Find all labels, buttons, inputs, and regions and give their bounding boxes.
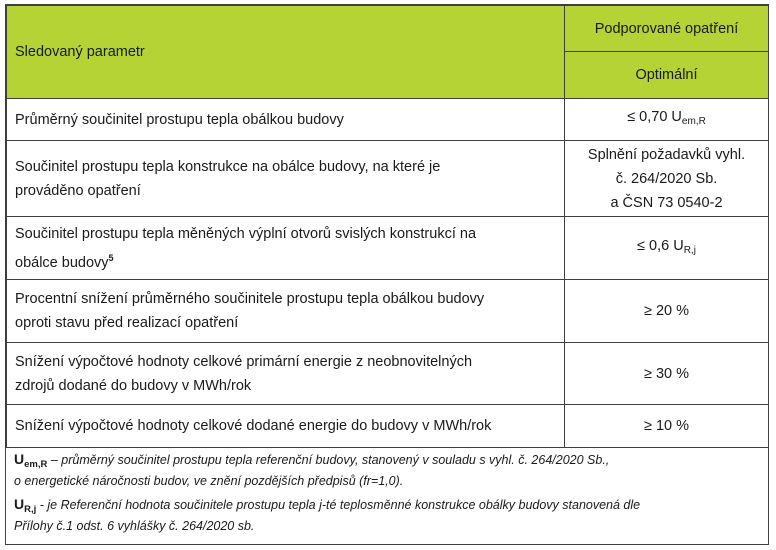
footnote-marker: 5 — [108, 252, 114, 263]
table-row — [7, 343, 769, 405]
value-subscript: R,j — [683, 244, 696, 256]
param-text: Snížení výpočtové hodnoty celkové dodané energie do budovy v MWh/rok — [15, 418, 492, 434]
value-line: Splnění požadavků vyhl. — [587, 146, 746, 163]
value-cell — [565, 141, 769, 217]
header-row-1 — [7, 6, 769, 52]
param-cell — [7, 141, 565, 217]
value-cell — [565, 217, 769, 280]
note-text: - je Referenční hodnota součinitele prostupu tepla j-té teplosměnné konstrukce obálky budovy stanovená dle — [36, 498, 641, 512]
value-text: ≤ 0,6 U — [637, 237, 684, 254]
note-uemr — [14, 451, 760, 490]
value-line: a ČSN 73 0540-2 — [610, 194, 723, 211]
notes-section — [6, 447, 768, 544]
table-row — [7, 99, 769, 141]
table-row — [7, 405, 769, 448]
param-line: Součinitel prostupu tepla měněných výplní otvorů svislých konstrukcí na — [15, 225, 477, 242]
param-line: Snížení výpočtové hodnoty celkové primární energie z neobnovitelných — [15, 353, 473, 370]
value-cell: ≥ 10 % — [565, 405, 769, 448]
note-symbol — [14, 451, 48, 470]
measure-column-header: Podporované opatření — [565, 6, 769, 52]
value-cell — [565, 99, 769, 141]
param-column-header: Sledovaný parametr — [7, 6, 565, 99]
param-text: Průměrný součinitel prostupu tepla obálkou budovy — [15, 111, 344, 128]
note-text: – průměrný součinitel prostupu tepla referenční budovy, stanovený v souladu s vyhl. č. 264/2020 Sb., — [47, 453, 610, 467]
param-cell — [7, 405, 565, 448]
param-line: oproti stavu před realizací opatření — [15, 315, 239, 331]
param-line: zdrojů dodané do budovy v MWh/rok — [15, 377, 252, 394]
param-cell — [7, 217, 565, 280]
note-text: Přílohy č.1 odst. 6 vyhlášky č. 264/2020 sb. — [14, 519, 255, 533]
value-cell: ≥ 20 % — [565, 280, 769, 343]
level-column-header: Optimální — [565, 52, 769, 99]
note-urj — [14, 496, 760, 535]
requirements-table-frame — [5, 4, 769, 545]
note-symbol-letter: U — [14, 496, 25, 512]
note-symbol-letter: U — [14, 451, 25, 467]
note-symbol-subscript: R,j — [24, 504, 37, 515]
note-text: o energetické náročnosti budov, ve znění pozdějších předpisů (fr=1,0). — [14, 474, 404, 488]
value-subscript: em,R — [681, 116, 706, 127]
param-line: obálce budovy — [15, 254, 109, 271]
param-cell — [7, 280, 565, 343]
table-row — [7, 141, 769, 217]
param-line: prováděno opatření — [15, 182, 141, 199]
note-symbol — [14, 496, 37, 515]
table-row — [7, 280, 769, 343]
param-line: Součinitel prostupu tepla konstrukce na obálce budovy, na které je — [15, 158, 441, 175]
value-cell: ≥ 30 % — [565, 343, 769, 405]
table-row — [7, 217, 769, 280]
param-cell — [7, 343, 565, 405]
note-symbol-subscript: em,R — [24, 459, 48, 470]
value-text: ≤ 0,70 U — [627, 109, 682, 125]
param-cell — [7, 99, 565, 141]
param-line: Procentní snížení průměrného součinitele prostupu tepla obálkou budovy — [15, 291, 485, 307]
requirements-table — [6, 5, 769, 448]
value-line: č. 264/2020 Sb. — [615, 170, 718, 187]
